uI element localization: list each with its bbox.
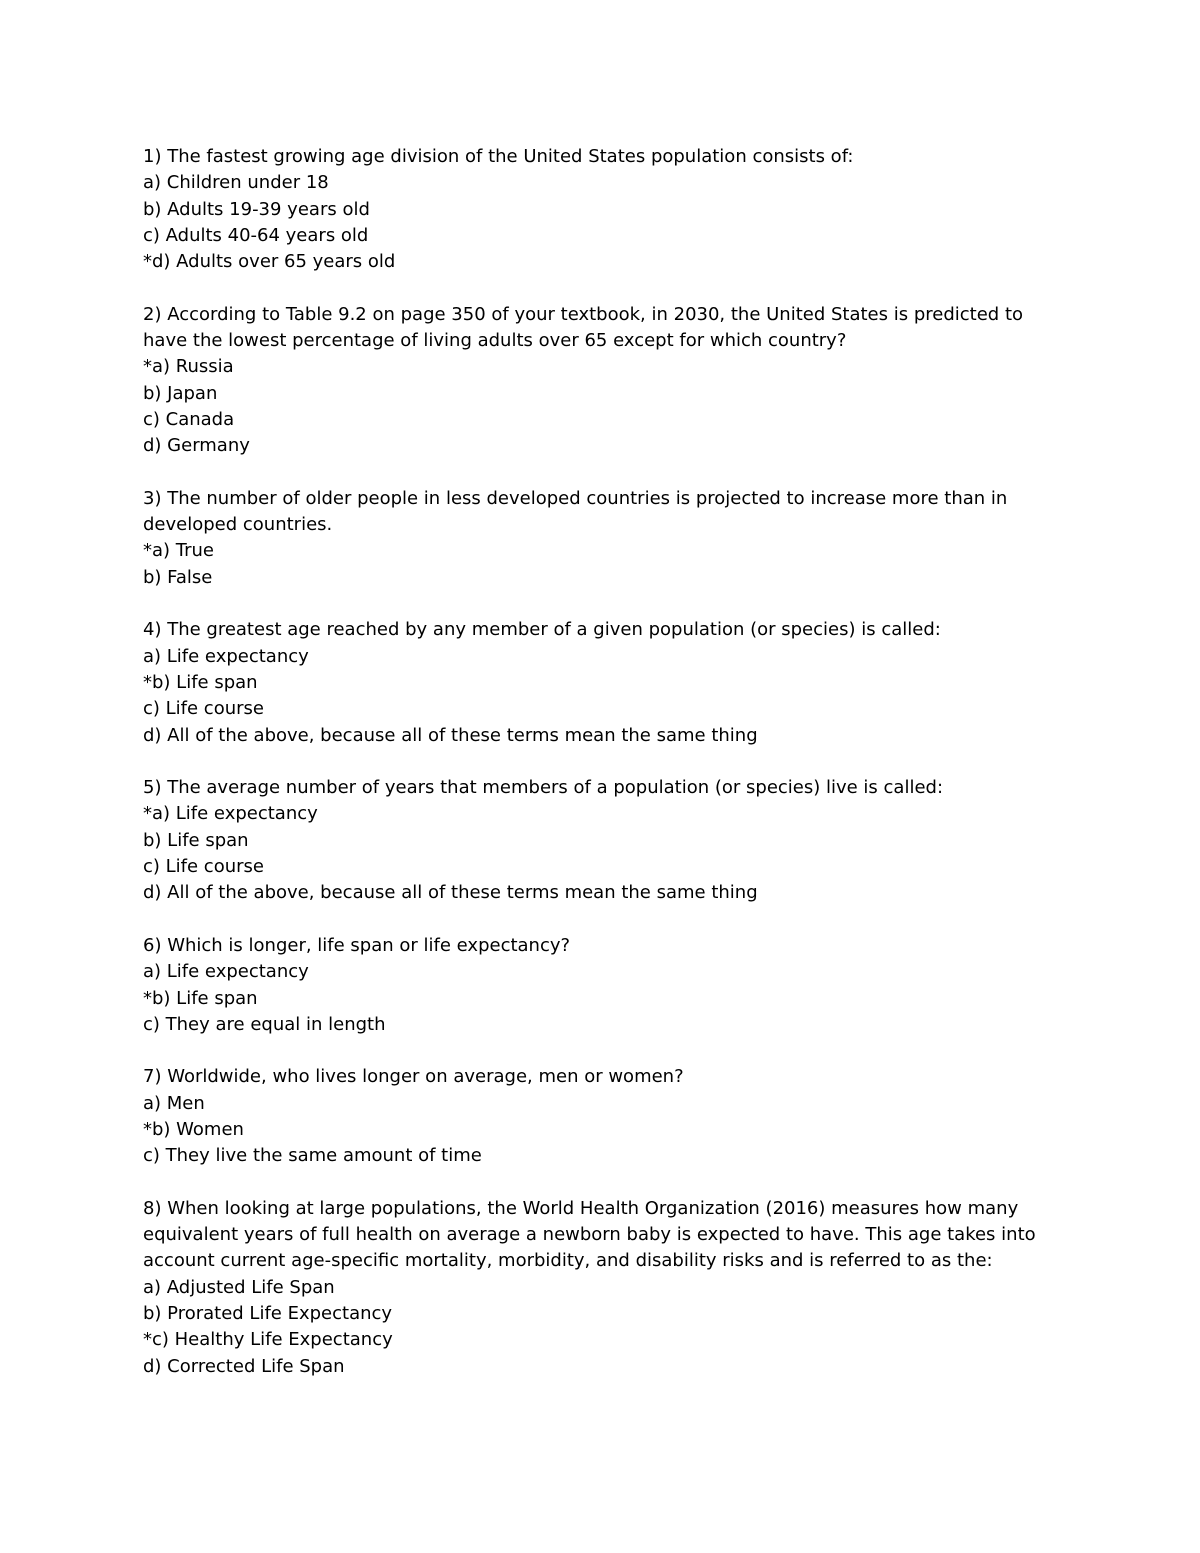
answer-option: a) Children under 18 — [143, 172, 329, 194]
question-1 — [143, 144, 1063, 275]
answer-option: b) False — [143, 566, 213, 588]
question-text: 5) The average number of years that members of a population (or species) live is called: — [143, 777, 944, 799]
answer-option-correct: *d) Adults over 65 years old — [143, 251, 396, 273]
question-text: 7) Worldwide, who lives longer on average, men or women? — [143, 1066, 684, 1088]
answer-option-correct: *b) Life span — [143, 671, 258, 693]
answer-option: d) All of the above, because all of these terms mean the same thing — [143, 882, 758, 904]
answer-option: a) Life expectancy — [143, 645, 309, 667]
answer-option-correct: *b) Women — [143, 1118, 244, 1140]
answer-option: d) Germany — [143, 435, 250, 457]
question-4 — [143, 617, 1063, 748]
answer-option: a) Life expectancy — [143, 961, 309, 983]
answer-option: a) Adjusted Life Span — [143, 1276, 335, 1298]
question-2 — [143, 302, 1063, 460]
question-8 — [143, 1196, 1063, 1380]
answer-option: d) All of the above, because all of these terms mean the same thing — [143, 724, 758, 746]
question-text: 1) The fastest growing age division of the United States population consists of: — [143, 146, 854, 167]
answer-option: c) They live the same amount of time — [143, 1145, 482, 1167]
question-7 — [143, 1064, 1063, 1169]
answer-option-correct: *a) True — [143, 540, 215, 562]
question-5 — [143, 775, 1063, 906]
question-list — [143, 144, 1063, 1406]
question-6 — [143, 933, 1063, 1038]
answer-option: c) Canada — [143, 408, 235, 430]
question-3 — [143, 486, 1063, 591]
question-text: 3) The number of older people in less developed countries is projected to increase more than in developed countries. — [143, 487, 1008, 536]
answer-option: c) Life course — [143, 698, 264, 720]
answer-option-correct: *b) Life span — [143, 987, 258, 1009]
answer-option: c) Life course — [143, 856, 264, 878]
answer-option: b) Life span — [143, 829, 249, 851]
answer-option: b) Adults 19-39 years old — [143, 198, 370, 220]
answer-option: d) Corrected Life Span — [143, 1355, 345, 1377]
question-text: 2) According to Table 9.2 on page 350 of your textbook, in 2030, the United States is predicted to have the lowest percentage of living adults over 65 except for which country? — [143, 303, 1024, 352]
answer-option: c) They are equal in length — [143, 1013, 386, 1035]
answer-option: c) Adults 40-64 years old — [143, 224, 369, 246]
question-text: 8) When looking at large populations, the World Health Organization (2016) measures how many equivalent years of full health on average a newborn baby is expected to have. This age takes into account current age-specific mortality, morbidity, and disability risks and is referred to as the: — [143, 1197, 1036, 1272]
answer-option-correct: *a) Russia — [143, 356, 234, 378]
question-text: 4) The greatest age reached by any member of a given population (or species) is called: — [143, 619, 941, 641]
answer-option-correct: *c) Healthy Life Expectancy — [143, 1329, 393, 1351]
answer-option: b) Prorated Life Expectancy — [143, 1303, 393, 1325]
answer-option: b) Japan — [143, 382, 218, 404]
answer-option-correct: *a) Life expectancy — [143, 803, 318, 825]
answer-option: a) Men — [143, 1092, 205, 1114]
question-text: 6) Which is longer, life span or life expectancy? — [143, 934, 571, 956]
